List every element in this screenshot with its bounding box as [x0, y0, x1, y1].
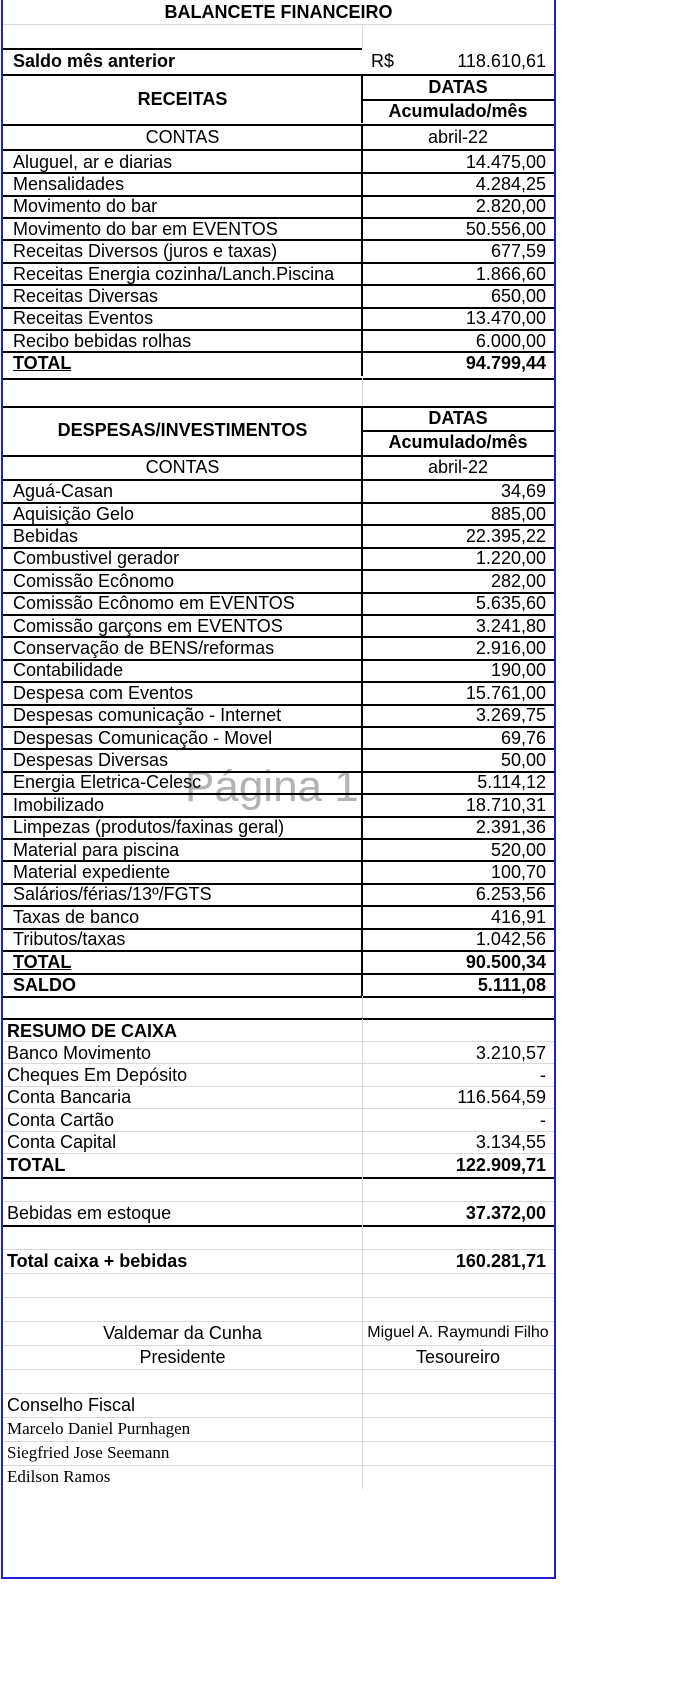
- saldo-value: 5.111,08: [477, 974, 546, 995]
- despesa-value: 5.114,12: [477, 772, 546, 793]
- resumo-row: [3, 1041, 554, 1065]
- despesa-value: 2.916,00: [475, 637, 546, 658]
- resumo-value: 3.210,57: [475, 1042, 546, 1063]
- conselho-member-empty: [362, 1465, 554, 1489]
- despesas-row: [3, 524, 554, 548]
- saldo-anterior-value: 118.610,61: [457, 50, 546, 71]
- despesa-label: Salários/férias/13º/FGTS: [13, 884, 212, 905]
- despesas-row: [3, 569, 554, 593]
- signature-roles-row: [3, 1345, 554, 1369]
- despesas-total-label: TOTAL: [13, 951, 72, 972]
- receitas-total-row: [3, 352, 554, 376]
- despesa-value: 15.761,00: [465, 682, 546, 703]
- receitas-title: RECEITAS: [137, 88, 228, 109]
- conselho-member: Siegfried Jose Seemann: [7, 1443, 170, 1462]
- conselho-header-row: [3, 1393, 554, 1417]
- despesa-label: Imobilizado: [13, 794, 105, 815]
- total-caixa-label: Total caixa + bebidas: [7, 1250, 188, 1271]
- resumo-value: -: [540, 1064, 546, 1085]
- despesa-value: 1.220,00: [475, 548, 546, 569]
- resumo-label: Conta Cartão: [7, 1109, 115, 1130]
- despesas-row: [3, 793, 554, 817]
- despesas-row: [3, 704, 554, 728]
- receita-value: 2.820,00: [475, 196, 546, 217]
- balancete-sheet: [1, 0, 556, 1579]
- despesas-row: [3, 547, 554, 571]
- despesa-value: 50,00: [500, 749, 546, 770]
- receita-value: 4.284,25: [475, 173, 546, 194]
- despesa-value: 69,76: [500, 727, 546, 748]
- receita-value: 13.470,00: [465, 308, 546, 329]
- despesa-value: 416,91: [490, 906, 546, 927]
- despesa-value: 1.042,56: [475, 929, 546, 950]
- conselho-member-row: [3, 1465, 554, 1489]
- treasurer-name: Miguel A. Raymundi Filho: [367, 1324, 549, 1341]
- bebidas-estoque-row: [3, 1201, 554, 1225]
- receitas-period: abril-22: [427, 126, 489, 147]
- despesas-row: [3, 480, 554, 504]
- title-row: [3, 0, 554, 24]
- despesa-label: Conservação de BENS/reformas: [13, 637, 275, 658]
- president-name: Valdemar da Cunha: [103, 1322, 262, 1343]
- despesa-value: 22.395,22: [465, 525, 546, 546]
- despesas-contas-row: [3, 456, 554, 480]
- resumo-total-row: [3, 1153, 554, 1177]
- resumo-label: Cheques Em Depósito: [7, 1064, 188, 1085]
- despesas-acumulado: Acumulado/mês: [388, 432, 528, 453]
- receita-label: Mensalidades: [13, 173, 125, 194]
- receitas-acumulado: Acumulado/mês: [388, 100, 528, 121]
- receita-label: Movimento do bar: [13, 196, 158, 217]
- despesa-label: Despesas Diversas: [13, 749, 169, 770]
- despesas-row: [3, 659, 554, 683]
- resumo-row: [3, 1086, 554, 1110]
- despesas-row: [3, 592, 554, 616]
- conselho-member-row: [3, 1417, 554, 1441]
- despesa-value: 3.269,75: [475, 705, 546, 726]
- conselho-member: Marcelo Daniel Purnhagen: [7, 1419, 191, 1438]
- resumo-label: Conta Bancaria: [7, 1087, 132, 1108]
- despesa-label: Material expediente: [13, 861, 171, 882]
- conselho-title: Conselho Fiscal: [7, 1394, 136, 1415]
- despesa-label: Limpezas (produtos/faxinas geral): [13, 817, 285, 838]
- despesa-label: Aguá-Casan: [13, 481, 114, 502]
- receita-label: Receitas Eventos: [13, 308, 154, 329]
- conselho-empty: [362, 1393, 554, 1417]
- despesas-row: [3, 748, 554, 772]
- receitas-contas: CONTAS: [145, 126, 220, 147]
- despesa-label: Comissão garçons em EVENTOS: [13, 615, 283, 636]
- receitas-row: [3, 172, 554, 196]
- receita-value: 650,00: [490, 285, 546, 306]
- despesa-value: 885,00: [490, 503, 546, 524]
- despesas-contas: CONTAS: [145, 457, 220, 478]
- resumo-value: 116.564,59: [457, 1087, 546, 1108]
- receita-label: Receitas Energia cozinha/Lanch.Piscina: [13, 263, 335, 284]
- saldo-anterior-label: Saldo mês anterior: [13, 50, 176, 71]
- receitas-row: [3, 262, 554, 286]
- resumo-value: -: [540, 1109, 546, 1130]
- receitas-row: [3, 217, 554, 241]
- resumo-value: 3.134,55: [475, 1132, 546, 1153]
- despesa-label: Contabilidade: [13, 660, 124, 681]
- resumo-row: [3, 1108, 554, 1132]
- despesas-row: [3, 614, 554, 638]
- receitas-row: [3, 150, 554, 174]
- despesa-label: Despesa com Eventos: [13, 682, 194, 703]
- resumo-total-value: 122.909,71: [455, 1154, 546, 1175]
- resumo-total-label: TOTAL: [7, 1154, 66, 1175]
- despesas-row: [3, 928, 554, 952]
- total-caixa-row: [3, 1249, 554, 1273]
- conselho-member-empty: [362, 1441, 554, 1465]
- receitas-row: [3, 329, 554, 353]
- despesa-value: 3.241,80: [475, 615, 546, 636]
- despesa-label: Tributos/taxas: [13, 929, 126, 950]
- resumo-row: [3, 1063, 554, 1087]
- despesas-period: abril-22: [427, 457, 489, 478]
- despesas-row: [3, 816, 554, 840]
- signature-names-row: [3, 1321, 554, 1345]
- despesas-row: [3, 636, 554, 660]
- receitas-row: [3, 240, 554, 264]
- saldo-label: SALDO: [13, 974, 76, 995]
- receita-value: 6.000,00: [475, 330, 546, 351]
- despesas-total-value: 90.500,34: [465, 951, 546, 972]
- receitas-row: [3, 307, 554, 331]
- conselho-member-row: [3, 1441, 554, 1465]
- despesa-label: Material para piscina: [13, 839, 180, 860]
- receita-value: 1.866,60: [475, 263, 546, 284]
- despesa-value: 2.391,36: [475, 817, 546, 838]
- despesas-row: [3, 905, 554, 929]
- despesa-label: Combustivel gerador: [13, 548, 180, 569]
- despesa-value: 5.635,60: [475, 593, 546, 614]
- despesa-label: Despesas Comunicação - Movel: [13, 727, 273, 748]
- resumo-label: Banco Movimento: [7, 1042, 152, 1063]
- despesa-value: 190,00: [490, 660, 546, 681]
- receita-label: Receitas Diversos (juros e taxas): [13, 241, 278, 262]
- despesas-datas: DATAS: [428, 408, 488, 429]
- despesa-value: 520,00: [490, 839, 546, 860]
- despesas-row: [3, 860, 554, 884]
- despesas-row: [3, 502, 554, 526]
- despesas-row: [3, 883, 554, 907]
- receita-label: Receitas Diversas: [13, 285, 159, 306]
- receitas-row: [3, 284, 554, 308]
- total-caixa-value: 160.281,71: [455, 1250, 546, 1271]
- resumo-label: Conta Capital: [7, 1132, 117, 1153]
- despesa-value: 18.710,31: [465, 794, 546, 815]
- receita-label: Recibo bebidas rolhas: [13, 330, 192, 351]
- receita-label: Aluguel, ar e diarias: [13, 151, 173, 172]
- receita-label: Movimento do bar em EVENTOS: [13, 218, 278, 239]
- resumo-header-empty: [362, 1019, 554, 1043]
- saldo-anterior-currency: R$: [371, 50, 395, 71]
- resumo-row: [3, 1131, 554, 1155]
- despesa-label: Comissão Ecônomo em EVENTOS: [13, 593, 295, 614]
- despesas-row: [3, 726, 554, 750]
- receitas-total-value: 94.799,44: [465, 353, 546, 374]
- despesa-label: Aquisição Gelo: [13, 503, 135, 524]
- receitas-datas: DATAS: [428, 76, 488, 97]
- saldo-anterior-row: [3, 49, 554, 73]
- despesa-label: Bebidas: [13, 525, 79, 546]
- despesas-total-row: [3, 950, 554, 974]
- sheet-title: BALANCETE FINANCEIRO: [164, 1, 393, 22]
- treasurer-role: Tesoureiro: [415, 1346, 501, 1367]
- despesas-title: DESPESAS/INVESTIMENTOS: [57, 420, 308, 441]
- despesa-label: Energia Eletrica-Celesc: [13, 772, 202, 793]
- despesas-row: [3, 771, 554, 795]
- despesa-label: Taxas de banco: [13, 906, 140, 927]
- despesa-value: 6.253,56: [475, 884, 546, 905]
- bebidas-estoque-value: 37.372,00: [465, 1202, 546, 1223]
- page-watermark: Página 1: [185, 762, 359, 811]
- receitas-row: [3, 195, 554, 219]
- receitas-contas-row: [3, 125, 554, 149]
- despesas-row: [3, 838, 554, 862]
- despesa-label: Comissão Ecônomo: [13, 570, 175, 591]
- despesas-row: [3, 681, 554, 705]
- receitas-total-label: TOTAL: [13, 353, 72, 374]
- despesa-label: Despesas comunicação - Internet: [13, 705, 282, 726]
- receita-value: 50.556,00: [465, 218, 546, 239]
- conselho-member: Edilson Ramos: [7, 1467, 111, 1486]
- resumo-title: RESUMO DE CAIXA: [7, 1020, 178, 1041]
- conselho-member-empty: [362, 1417, 554, 1441]
- receita-value: 14.475,00: [465, 151, 546, 172]
- despesa-value: 100,70: [490, 861, 546, 882]
- receita-value: 677,59: [490, 241, 546, 262]
- president-role: Presidente: [139, 1346, 226, 1367]
- resumo-header-row: [3, 1019, 554, 1043]
- despesa-value: 282,00: [490, 570, 546, 591]
- saldo-row: [3, 973, 554, 997]
- bebidas-estoque-label: Bebidas em estoque: [7, 1202, 172, 1223]
- despesa-value: 34,69: [500, 481, 546, 502]
